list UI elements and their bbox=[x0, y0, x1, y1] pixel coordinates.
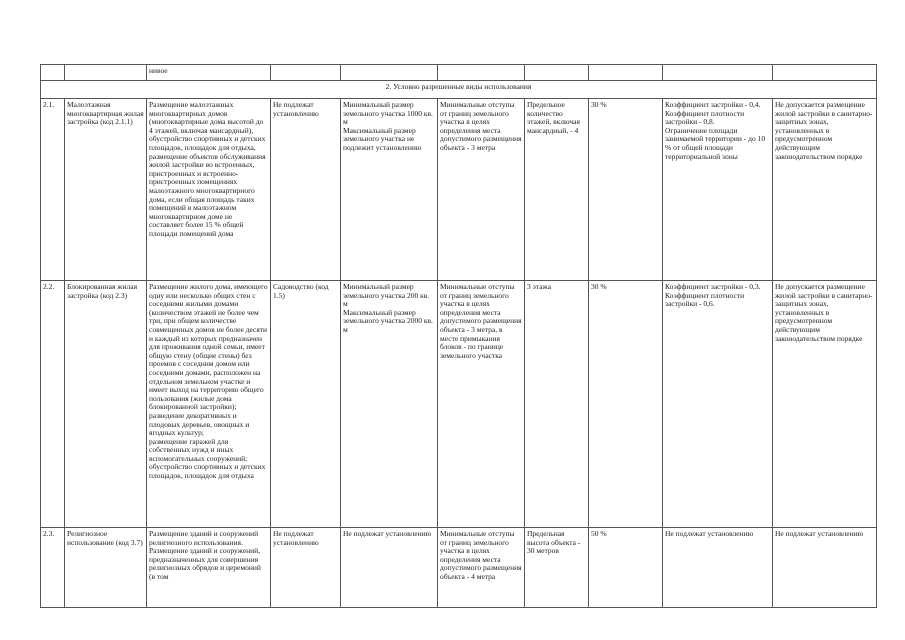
density-coefficients: Коэффициент застройки - 0,4. Коэффициент плотности застройки - 0,8. Ограничение площади занимаемой территории - до 10 % от общей площади территориальной зоны bbox=[663, 99, 773, 281]
section-title: 2. Условно разрешенные виды использования bbox=[41, 81, 877, 99]
cell-empty bbox=[65, 65, 147, 81]
use-type-description: Размещение малоэтажных многоквартирных домов (многоквартирные дома высотой до 4 этажей, включая мансардный), обустройство спортивных и детских площадок, площадок для отдыха, размещение объектов обслуживания жилой застройки во встроенных, пристроенных и встроенно-пристроенных помещениях малоэтажного многоквартирного дома, если общая площадь таких помещений в малоэтажном многоквартирном доме не составляет более 15 % общей площади помещений дома bbox=[147, 99, 271, 281]
cell-empty bbox=[41, 65, 65, 81]
coverage-percent: 30 % bbox=[589, 99, 663, 281]
height-limit: Предельное количество этажей, включая мансардный, - 4 bbox=[525, 99, 589, 281]
use-type-description: Размещение зданий и сооружений религиозного использования. Размещение зданий и сооружений, предназначенных для совершения религиозных обрядов и церемоний (в том bbox=[147, 528, 271, 608]
row-number: 2.1. bbox=[41, 99, 65, 281]
height-limit: 3 этажа bbox=[525, 281, 589, 528]
setbacks: Минимальные отступы от границ земельного участка в целях определения места допустимого размещения объекта - 4 метра bbox=[438, 528, 525, 608]
table-row-continuation bbox=[41, 65, 877, 81]
auxiliary-use: Садоводство (код 1.5) bbox=[271, 281, 341, 528]
table-row bbox=[41, 281, 877, 528]
auxiliary-use: Не подлежат установлению bbox=[271, 99, 341, 281]
table-row bbox=[41, 99, 877, 281]
cell-empty bbox=[525, 65, 589, 81]
cell-empty bbox=[271, 65, 341, 81]
table-row bbox=[41, 528, 877, 608]
plot-size: Не подлежат установлению bbox=[341, 528, 438, 608]
zoning-regulations-table bbox=[40, 64, 877, 608]
cell-empty bbox=[663, 65, 773, 81]
use-type-name: Религиозное использование (код 3.7) bbox=[65, 528, 147, 608]
auxiliary-use: Не подлежат установлению bbox=[271, 528, 341, 608]
setbacks: Минимальные отступы от границ земельного участка в целях определения места допустимого размещения объекта - 3 метра bbox=[438, 99, 525, 281]
coverage-percent: 50 % bbox=[589, 528, 663, 608]
restrictions: Не подлежат установлению bbox=[773, 528, 877, 608]
height-limit: Предельная высота объекта - 30 метров bbox=[525, 528, 589, 608]
cell-empty bbox=[589, 65, 663, 81]
use-type-description: Размещение жилого дома, имеющего одну или несколько общих стен с соседними жилыми домами (количеством этажей не более чем три, при общем количестве совмещенных домов не более десяти и каждый из которых предназначен для проживания одной семьи, имеет общую стену (общие стены) без проемов с соседним домом или соседними домами, расположен на отдельном земельном участке и имеет выход на территорию общего пользования (жилые дома блокированной застройки); разведение декоративных и плодовых деревьев, овощных и ягодных культур; размещение гаражей для собственных нужд и иных вспомогательных сооружений; обустройство спортивных и детских площадок, площадок для отдыха bbox=[147, 281, 271, 528]
plot-size: Минимальный размер земельного участка 1000 кв. м Максимальный размер земельного участка не подлежит установлению bbox=[341, 99, 438, 281]
density-coefficients: Коэффициент застройки - 0,3. Коэффициент плотности застройки - 0,6. bbox=[663, 281, 773, 528]
cell-empty bbox=[773, 65, 877, 81]
restrictions: Не допускается размещение жилой застройки в санитарно-защитных зонах, установленных в предусмотренном действующим законодательством порядке bbox=[773, 99, 877, 281]
use-type-name: Малоэтажная многоквартирная жилая застройка (код 2.1.1) bbox=[65, 99, 147, 281]
cell-empty bbox=[341, 65, 438, 81]
setbacks: Минимальные отступы от границ земельного участка в целях определения места допустимого размещения объекта - 3 метра, в месте примыкания блоков - по границе земельного участка bbox=[438, 281, 525, 528]
plot-size: Минимальный размер земельного участка 200 кв. м Максимальный размер земельного участка 2000 кв. м bbox=[341, 281, 438, 528]
restrictions: Не допускается размещение жилой застройки в санитарно-защитных зонах, установленных в предусмотренном действующим законодательством порядке bbox=[773, 281, 877, 528]
row-number: 2.3. bbox=[41, 528, 65, 608]
coverage-percent: 30 % bbox=[589, 281, 663, 528]
row-number: 2.2. bbox=[41, 281, 65, 528]
density-coefficients: Не подлежат установлению bbox=[663, 528, 773, 608]
section-header-row bbox=[41, 81, 877, 99]
cell-empty bbox=[438, 65, 525, 81]
use-type-name: Блокированная жилая застройка (код 2.3) bbox=[65, 281, 147, 528]
cell-text: нивоe bbox=[147, 65, 271, 81]
